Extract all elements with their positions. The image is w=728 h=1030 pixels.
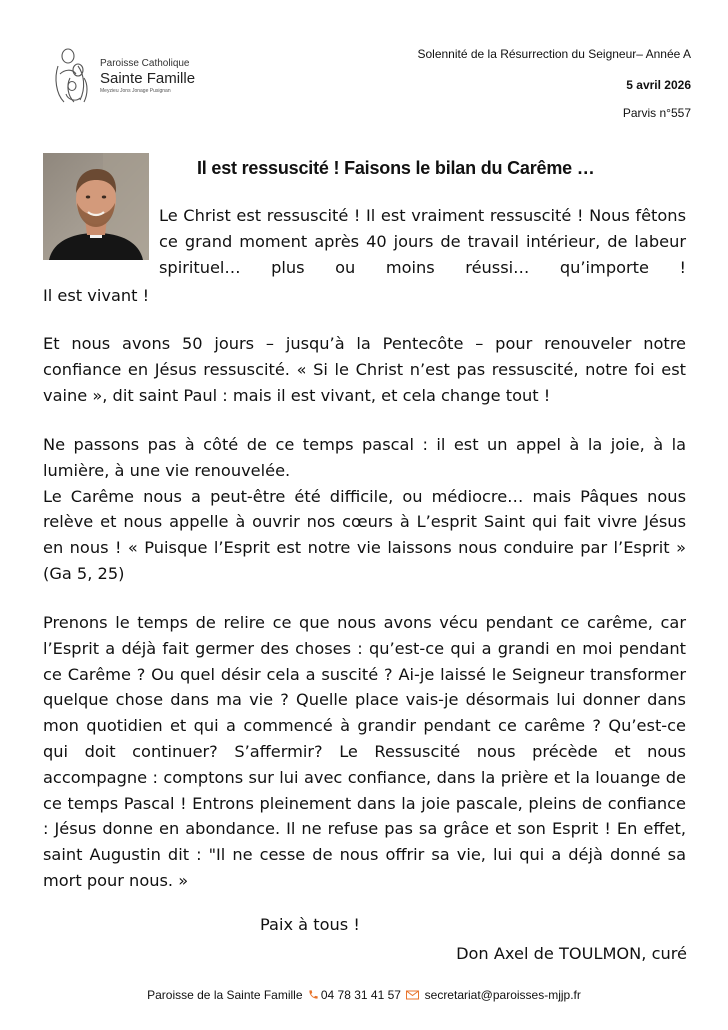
bulletin-date: 5 avril 2026 <box>626 78 691 92</box>
priest-portrait <box>43 153 149 260</box>
mail-icon <box>406 990 419 1000</box>
holy-family-logo-icon <box>50 44 98 106</box>
intro-paragraph-end: Il est vivant ! <box>43 286 150 305</box>
signature: Don Axel de TOULMON, curé <box>456 944 687 963</box>
paragraph-easter-time-line-a: Ne passons pas à côté de ce temps pascal : il est un appel à la joie, à la lumière, à une vie renouvelée. <box>43 435 686 480</box>
logo-line-1: Paroisse Catholique <box>100 58 190 69</box>
logo-line-3: Meyzieu Jons Jonage Pusignan <box>100 88 171 94</box>
footer <box>0 988 728 1002</box>
intro-paragraph: Le Christ est ressuscité ! Il est vraiment ressuscité ! Nous fêtons ce grand moment après 40 jours de travail intérieur, de labeur spirituel… plus ou moins réussi… qu’importe ! <box>159 206 686 277</box>
paragraph-pentecost: Et nous avons 50 jours – jusqu’à la Pentecôte – pour renouveler notre confiance en Jésus ressuscité. « Si le Christ n’est pas ressuscité, notre foi est vaine », dit saint Paul : mais il est vivant, et cela change tout ! <box>43 334 686 405</box>
article-title: Il est ressuscité ! Faisons le bilan du Carême … <box>197 158 595 178</box>
liturgy-heading: Solennité de la Résurrection du Seigneur– Année A <box>417 47 691 61</box>
phone-icon <box>308 989 319 1000</box>
bulletin-issue: Parvis n°557 <box>622 106 691 120</box>
paragraph-reflection: Prenons le temps de relire ce que nous avons vécu pendant ce carême, car l’Esprit a déjà fait germer des choses : qu’est-ce qui a grandi en moi pendant ce Carême ? Ou quel désir cela a suscité ? Ai-je laissé le Seigneur transformer quelque chose dans ma vie ? Quelle place vais-je désormais lui donner dans mon quotidien et qui a commencé à grandir pendant ce carême ? Qu’est-ce qui doit continuer? S’affermir? Le Ressuscité nous précède et nous accompagne : comptons sur lui avec confiance, dans la prière et la louange de ce temps Pascal ! Entrons pleinement dans la joie pascale, pleins de confiance : Jésus donne en abondance. Il ne refuse pas sa grâce et son Esprit ! En effet, saint Augustin dit : "Il ne cesse de nous offrir sa vie, lui qui a déjà donné sa mort pour nous. » <box>43 613 686 890</box>
parish-logo <box>50 44 200 106</box>
paragraph-easter-time <box>43 432 686 587</box>
logo-line-2: Sainte Famille <box>100 70 196 87</box>
paragraph-easter-time-line-b: Le Carême nous a peut-être été difficile, ou médiocre… mais Pâques nous relève et nous appelle à ouvrir nos cœurs à L’esprit Saint qui fait vivre Jésus en nous ! « Puisque l’Esprit est notre vie laissons nous conduire par l’Esprit » (Ga 5, 25) <box>43 486 686 583</box>
footer-email[interactable]: secretariat@paroisses-mjjp.fr <box>424 988 581 1002</box>
footer-phone[interactable]: 04 78 31 41 57 <box>320 988 401 1002</box>
footer-parish-name: Paroisse de la Sainte Famille <box>147 988 303 1002</box>
closing-greeting: Paix à tous ! <box>260 915 360 934</box>
